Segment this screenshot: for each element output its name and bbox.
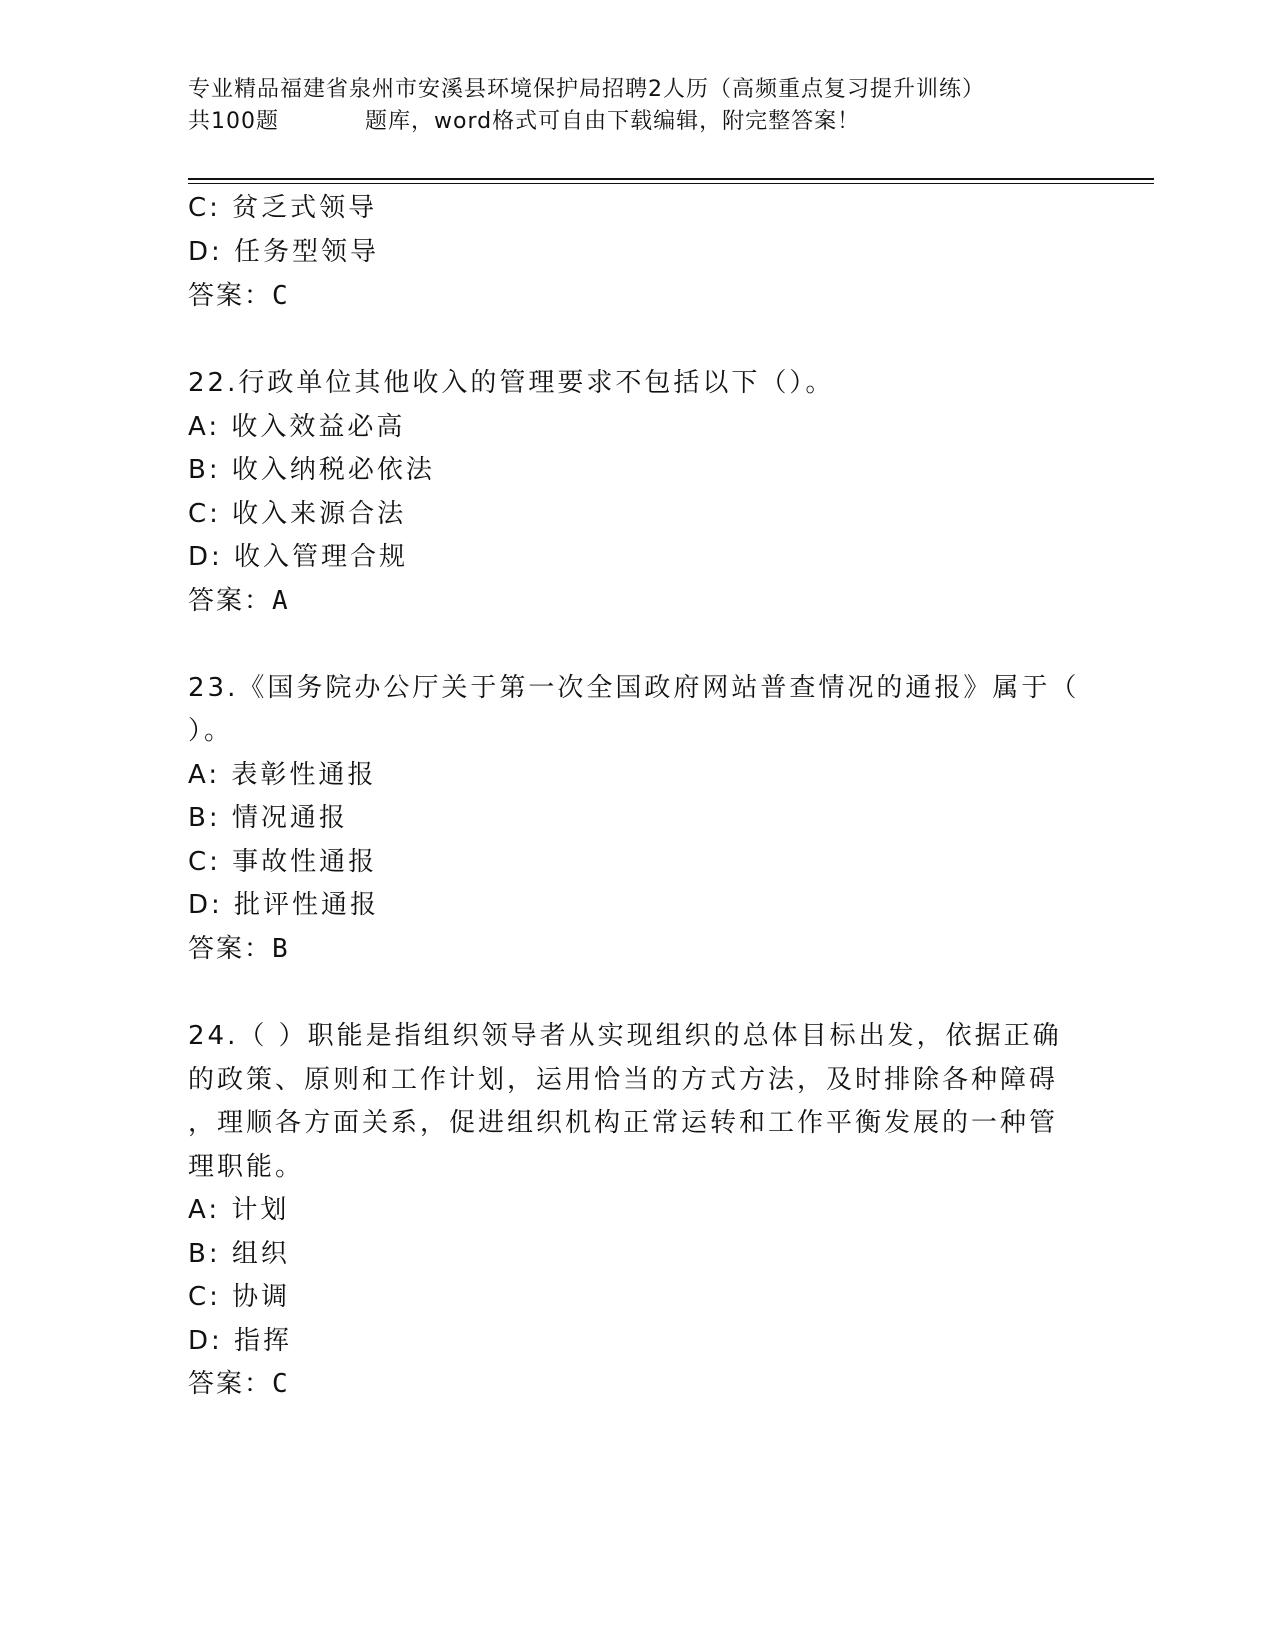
answer-label: 答案： (188, 281, 273, 311)
q23-answer (188, 931, 290, 967)
q21-answer (188, 278, 290, 314)
q22-option-b: B: 收入纳税必依法 (188, 455, 435, 485)
q21-option-d: D: 任务型领导 (188, 237, 380, 267)
q22-answer (188, 583, 290, 619)
answer-label: 答案： (188, 1369, 273, 1399)
q24-option-c: C: 协调 (188, 1282, 291, 1312)
q22-option-a: A: 收入效益必高 (188, 412, 406, 442)
header-question-count: 共100题 (188, 109, 279, 134)
q23-option-d: D: 批评性通报 (188, 890, 380, 920)
answer-label: 答案： (188, 934, 273, 964)
q23-option-c: C: 事故性通报 (188, 847, 378, 877)
q22-stem: 22.行政单位其他收入的管理要求不包括以下（）。 (188, 368, 835, 398)
header-title-line-2 (188, 106, 1088, 138)
q24-stem-line-1: 24.（ ）职能是指组织领导者从实现组织的总体目标出发，依据正确 (188, 1021, 1062, 1051)
header-divider-thin (188, 183, 1154, 184)
q23-option-a: A: 表彰性通报 (188, 760, 377, 790)
answer-value: B (272, 934, 290, 964)
q24-option-a: A: 计划 (188, 1195, 290, 1225)
q23-stem-line-2: ）。 (188, 716, 234, 746)
header-title-line-1: 专业精品福建省泉州市安溪县环境保护局招聘2人历（高频重点复习提升训练） (188, 77, 985, 102)
answer-value: A (272, 586, 290, 616)
q23-stem-line-1: 23.《国务院办公厅关于第一次全国政府网站普查情况的通报》属于（ (188, 673, 1080, 703)
q23-option-b: B: 情况通报 (188, 803, 348, 833)
q22-option-d: D: 收入管理合规 (188, 542, 409, 572)
answer-value: C (272, 1369, 290, 1399)
q24-stem-line-4: 理职能。 (188, 1152, 305, 1182)
q21-option-c: C: 贫乏式领导 (188, 193, 378, 223)
header-description: 题库，word格式可自由下载编辑，附完整答案！ (365, 109, 861, 134)
q24-stem-line-3: ，理顺各方面关系，促进组织机构正常运转和工作平衡发展的一种管 (188, 1108, 1059, 1138)
q24-stem-line-2: 的政策、原则和工作计划，运用恰当的方式方法，及时排除各种障碍 (188, 1065, 1059, 1095)
header-divider-thick (188, 178, 1154, 180)
q24-option-d: D: 指挥 (188, 1326, 293, 1356)
answer-value: C (272, 281, 290, 311)
document-header (188, 74, 1088, 138)
q24-answer (188, 1366, 290, 1402)
q22-option-c: C: 收入来源合法 (188, 499, 407, 529)
q24-option-b: B: 组织 (188, 1239, 290, 1269)
answer-label: 答案： (188, 586, 273, 616)
